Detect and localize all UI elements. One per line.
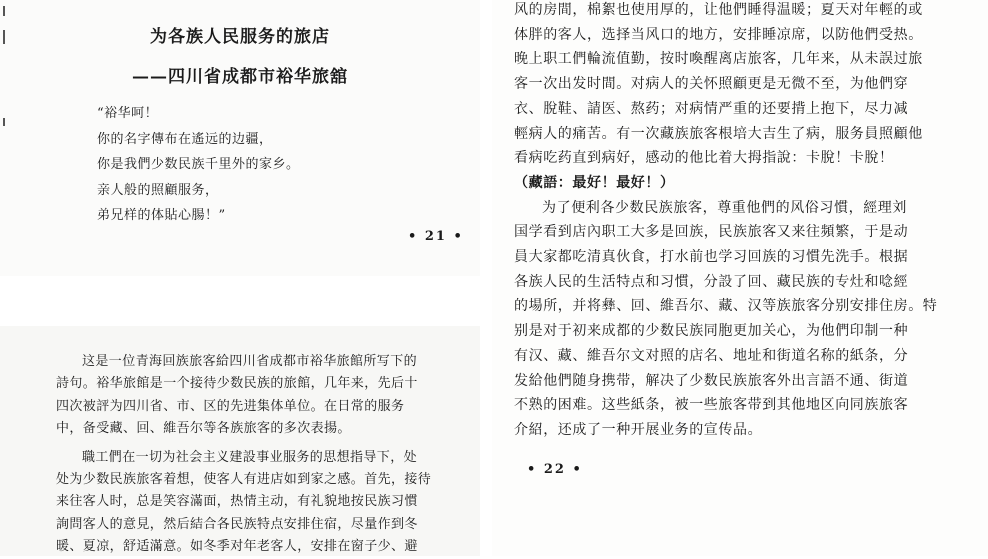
- poem-line: 弟兄样的体貼心腸！”: [97, 208, 226, 224]
- text-line: 暖、夏凉，舒适滿意。如冬季对年老客人，安排在窗子少、避: [56, 539, 418, 555]
- poem-line: “裕华呵！: [97, 106, 159, 121]
- poem-line: 你的名字傳布在遙远的边疆，: [97, 131, 273, 147]
- scan-edge-mark: [3, 118, 5, 126]
- left-body-text: [56, 351, 476, 559]
- text-line: 輕病人的痛苦。有一次藏族旅客根培大吉生了病，服务員照顧他: [514, 125, 923, 142]
- scan-edge-mark: [3, 6, 5, 16]
- text-line: 四次被評为四川省、市、区的先进集体单位。在日常的服务: [56, 398, 405, 414]
- text-line: 介紹，还成了一种开展业务的宣传品。: [514, 421, 763, 438]
- page-number-left: • 21 •: [408, 229, 464, 244]
- text-line: （藏語：最好！最好！）: [514, 174, 675, 191]
- text-line: 来往客人时，总是笑容滿面，热情主动，有礼貌地按民族习慣: [56, 494, 418, 510]
- text-line: 員大家都吃清真伙食，打水前也学习回族的习慣先洗手。根据: [514, 249, 909, 266]
- text-line: 这是一位青海回族旅客給四川省成都市裕华旅館所写下的: [82, 354, 418, 369]
- text-line: 不熟的困难。这些紙条，被一些旅客带到其他地区向同族旅客: [514, 397, 909, 414]
- text-line: 各族人民的生活特点和习慣，分設了回、藏民族的专灶和唸經: [514, 273, 909, 290]
- text-line: 风的房間，棉絮也使用厚的，让他們睡得温暖；夏天对年輕的或: [514, 2, 923, 18]
- text-line: 詩句。裕华旅館是一个接待少数民族的旅館，几年来，先后十: [56, 376, 418, 392]
- poem-line: 你是我們少数民族千里外的家乡。: [97, 157, 300, 173]
- poem-block: [97, 101, 300, 229]
- text-line: 有汉、藏、維吾尔文对照的店名、地址和街道名称的紙条，分: [514, 347, 909, 364]
- text-line: 别是对于初来成都的少数民族同胞更加关心，为他們印制一种: [514, 323, 909, 340]
- article-subtitle: ——四川省成都市裕华旅舘: [132, 67, 348, 87]
- text-line: 詢問客人的意見，然后結合各民族特点安排住宿，尽量作到冬: [56, 516, 418, 532]
- page-number-right: • 22 •: [527, 462, 583, 477]
- article-title: 为各族人民服务的旅店: [150, 27, 330, 47]
- text-line: 客一次出发时間。对病人的关怀照顧更是无微不至，为他們穿: [514, 76, 909, 93]
- text-line: 发給他們随身携带，解决了少数民族旅客外出言語不通、街道: [514, 372, 909, 389]
- right-body-text: [514, 0, 974, 443]
- poem-line: 亲人般的照顧服务，: [97, 182, 219, 198]
- text-line: 職工們在一切为社会主义建設事业服务的思想指导下，处: [82, 449, 418, 465]
- text-line: 的場所，并将彝、回、維吾尔、藏、汉等族旅客分别安排住房。特: [514, 298, 938, 315]
- text-line: 为了便利各少数民族旅客，尊重他們的风俗习慣，經理刘: [542, 199, 907, 216]
- text-line: 晚上职工們輪流值勤，按时喚醒离店旅客，几年来，从未誤过旅: [514, 51, 923, 68]
- text-line: 体胖的客人，选择当风口的地方，安排睡凉席，以防他們受热。: [514, 26, 923, 43]
- text-line: 国学看到店內职工大多是回族，民族旅客又来往頻繁，于是动: [514, 224, 909, 241]
- text-line: 中，备受藏、回、維吾尔等各族旅客的多次表揚。: [56, 421, 351, 437]
- text-line: 衣、脫鞋、請医、熬药；对病情严重的还要揹上抱下，尽力减: [514, 100, 909, 117]
- text-line: 看病吃药直到病好，感动的他比着大拇指說：卡脫！卡脫！: [514, 150, 894, 167]
- text-line: 处为少数民族旅客着想，使客人有进店如到家之感。首先，接待: [56, 472, 432, 488]
